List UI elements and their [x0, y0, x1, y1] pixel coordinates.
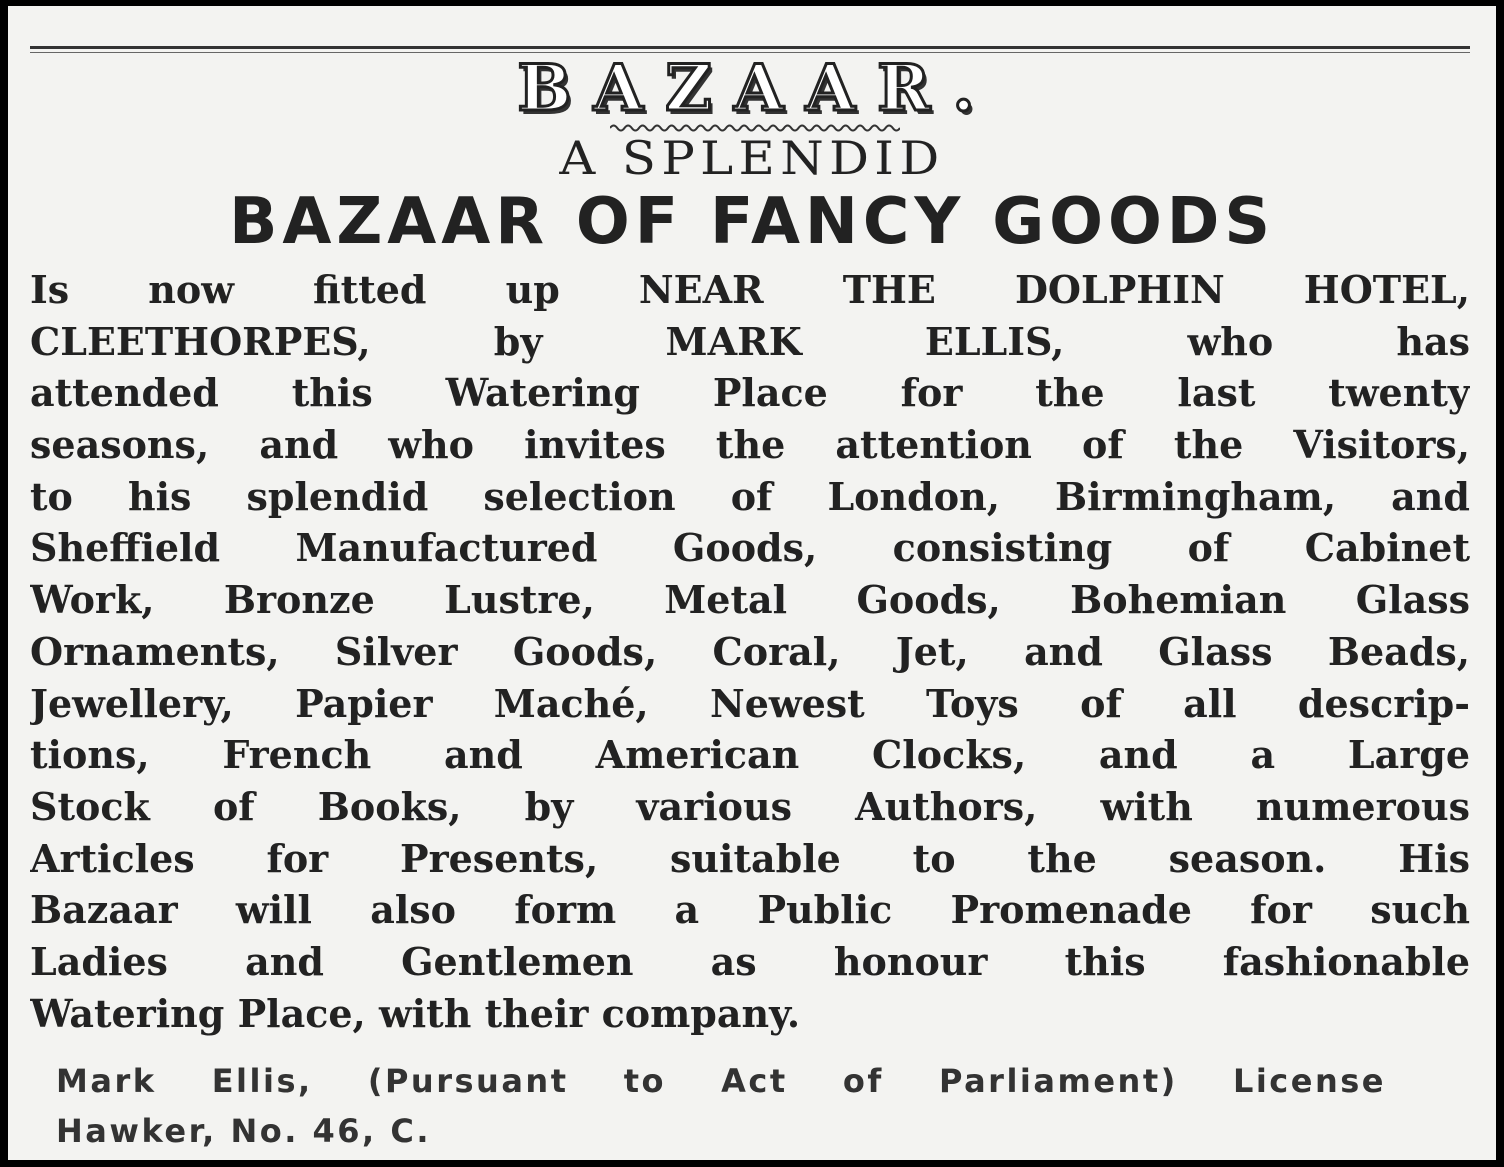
signature-block: [56, 1056, 1386, 1156]
top-rule: [30, 46, 1470, 49]
body-line: Sheffield Manufactured Goods, consisting of Cabinet: [30, 525, 1470, 571]
body-line: Ladies and Gentlemen as honour this fashionable: [30, 938, 1470, 984]
advert-title: BAZAAR OF FANCY GOODS: [229, 185, 1275, 259]
body-line: Stock of Books, by various Authors, with numerous: [30, 783, 1470, 829]
body-line: Jewellery, Papier Maché, Newest Toys of all descrip-: [30, 680, 1470, 726]
signature-line: Mark Ellis, (Pursuant to Act of Parliament) License: [56, 1062, 1386, 1100]
body-line: to his splendid selection of London, Birmingham, and: [30, 473, 1470, 519]
headline: BAZAAR.: [517, 51, 997, 126]
body-line: Articles for Presents, suitable to the season. His: [30, 835, 1470, 881]
body-line: Bazaar will also form a Public Promenade for such: [30, 887, 1470, 933]
subheadline: A SPLENDID: [559, 131, 945, 185]
body-line: seasons, and who invites the attention of the Visitors,: [30, 422, 1470, 468]
newspaper-clipping: [8, 6, 1496, 1160]
body-line: Watering Place, with their company.: [30, 990, 801, 1036]
body-line: Ornaments, Silver Goods, Coral, Jet, and Glass Beads,: [30, 628, 1470, 674]
signature-line: Hawker, No. 46, C.: [56, 1112, 431, 1150]
body-line: Is now fitted up NEAR THE DOLPHIN HOTEL,: [30, 267, 1470, 312]
body-line: attended this Watering Place for the last twenty: [30, 370, 1470, 416]
body-line: tions, French and American Clocks, and a Large: [30, 732, 1470, 778]
advert-body: [30, 264, 1470, 1039]
body-line: CLEETHORPES, by MARK ELLIS, who has: [30, 318, 1470, 364]
body-line: Work, Bronze Lustre, Metal Goods, Bohemian Glass: [30, 577, 1470, 623]
